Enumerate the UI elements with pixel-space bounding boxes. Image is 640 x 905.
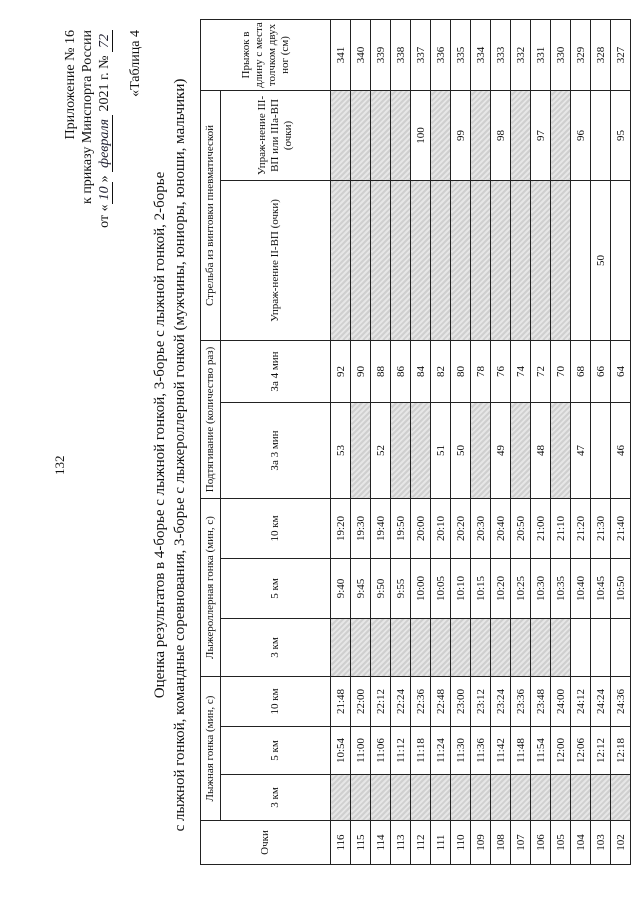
header-pull-3min: За 3 мин	[221, 402, 331, 498]
cell-r3	[531, 619, 551, 677]
cell-ski10: 22:12	[371, 677, 391, 727]
cell-p3	[351, 402, 371, 498]
cell-p3: 50	[451, 402, 471, 498]
cell-jump: 328	[591, 19, 611, 90]
cell-s3	[371, 90, 391, 180]
cell-r5: 10:50	[611, 559, 631, 619]
cell-p3: 46	[611, 402, 631, 498]
cell-jump: 338	[391, 19, 411, 90]
cell-ski3	[331, 775, 351, 821]
cell-p4: 74	[511, 340, 531, 402]
cell-r10: 20:50	[511, 498, 531, 558]
cell-r10: 21:20	[571, 498, 591, 558]
cell-points: 111	[431, 821, 451, 865]
cell-p4: 76	[491, 340, 511, 402]
cell-s3: 100	[411, 90, 431, 180]
cell-p3	[591, 402, 611, 498]
cell-r3	[391, 619, 411, 677]
cell-p4: 86	[391, 340, 411, 402]
cell-p4: 88	[371, 340, 391, 402]
cell-r10: 20:10	[431, 498, 451, 558]
cell-ski3	[571, 775, 591, 821]
header-points: Очки	[201, 821, 331, 865]
cell-points: 113	[391, 821, 411, 865]
results-table-body	[331, 19, 631, 864]
cell-ski3	[411, 775, 431, 821]
header-shoot-ii: Упраж-нение II-ВП (очки)	[221, 180, 331, 340]
cell-ski3	[451, 775, 471, 821]
cell-ski5: 11:36	[471, 727, 491, 775]
cell-r10: 19:20	[331, 498, 351, 558]
cell-s3	[471, 90, 491, 180]
cell-ski10: 24:00	[551, 677, 571, 727]
cell-p3: 52	[371, 402, 391, 498]
cell-r5: 10:40	[571, 559, 591, 619]
cell-p4: 84	[411, 340, 431, 402]
cell-s3	[591, 90, 611, 180]
cell-r5: 9:50	[371, 559, 391, 619]
cell-p4: 82	[431, 340, 451, 402]
cell-r5: 9:40	[331, 559, 351, 619]
cell-ski5: 11:24	[431, 727, 451, 775]
cell-jump: 339	[371, 19, 391, 90]
header-jump: Прыжок в длину с места толчком двух ног (см)	[201, 19, 331, 90]
cell-ski10: 21:48	[331, 677, 351, 727]
cell-r5: 10:05	[431, 559, 451, 619]
table-row	[471, 19, 491, 864]
cell-ski10: 24:36	[611, 677, 631, 727]
cell-s2	[351, 180, 371, 340]
appendix-number: Приложение № 16	[63, 30, 78, 140]
header-ski-race: Лыжная гонка (мин, с)	[201, 677, 221, 821]
cell-r10: 20:20	[451, 498, 471, 558]
table-label: «Таблица 4	[128, 30, 143, 97]
cell-p4: 80	[451, 340, 471, 402]
cell-r10: 20:40	[491, 498, 511, 558]
cell-s3	[331, 90, 351, 180]
cell-p3: 47	[571, 402, 591, 498]
cell-s3	[351, 90, 371, 180]
cell-p3	[391, 402, 411, 498]
cell-points: 109	[471, 821, 491, 865]
table-row	[371, 19, 391, 864]
cell-s3: 95	[611, 90, 631, 180]
cell-p3: 49	[491, 402, 511, 498]
cell-r3	[511, 619, 531, 677]
cell-p4: 90	[351, 340, 371, 402]
cell-ski10: 24:12	[571, 677, 591, 727]
cell-r5: 10:20	[491, 559, 511, 619]
cell-jump: 340	[351, 19, 371, 90]
header-ski-3km: 3 км	[221, 775, 331, 821]
cell-jump: 327	[611, 19, 631, 90]
cell-ski3	[431, 775, 451, 821]
cell-ski10: 23:12	[471, 677, 491, 727]
table-row	[571, 19, 591, 864]
cell-points: 116	[331, 821, 351, 865]
cell-r5: 10:45	[591, 559, 611, 619]
cell-jump: 341	[331, 19, 351, 90]
cell-jump: 334	[471, 19, 491, 90]
table-title-line1: Оценка результатов в 4-борье с лыжной гонкой, 3-борье с лыжной гонкой, 2-борье	[152, 171, 168, 699]
cell-s3: 96	[571, 90, 591, 180]
cell-r10: 21:10	[551, 498, 571, 558]
appendix-header	[62, 30, 113, 290]
table-row	[431, 19, 451, 864]
order-day: 10	[97, 182, 113, 204]
header-shooting: Стрельба из винтовки пневматической	[201, 90, 221, 340]
table-row	[531, 19, 551, 864]
cell-ski3	[611, 775, 631, 821]
cell-ski5: 11:42	[491, 727, 511, 775]
cell-ski10: 22:00	[351, 677, 371, 727]
cell-ski5: 12:06	[571, 727, 591, 775]
cell-ski5: 11:48	[511, 727, 531, 775]
header-roller-3km: 3 км	[221, 619, 331, 677]
cell-points: 112	[411, 821, 431, 865]
cell-ski5: 12:18	[611, 727, 631, 775]
cell-r3	[431, 619, 451, 677]
cell-r3	[491, 619, 511, 677]
table-row	[331, 19, 351, 864]
header-roller-race: Лыжероллерная гонка (мин, с)	[201, 498, 221, 676]
cell-r3	[471, 619, 491, 677]
cell-r10: 21:30	[591, 498, 611, 558]
cell-ski5: 11:06	[371, 727, 391, 775]
cell-r3	[371, 619, 391, 677]
cell-ski10: 23:24	[491, 677, 511, 727]
cell-ski10: 23:00	[451, 677, 471, 727]
cell-ski3	[471, 775, 491, 821]
cell-ski5: 10:54	[331, 727, 351, 775]
cell-s2	[511, 180, 531, 340]
cell-ski3	[391, 775, 411, 821]
cell-p4: 70	[551, 340, 571, 402]
header-roller-10km: 10 км	[221, 498, 331, 558]
cell-s2	[611, 180, 631, 340]
cell-ski10: 23:48	[531, 677, 551, 727]
cell-ski10: 23:36	[511, 677, 531, 727]
cell-r5: 10:35	[551, 559, 571, 619]
cell-points: 115	[351, 821, 371, 865]
table-row	[411, 19, 431, 864]
cell-s2	[551, 180, 571, 340]
cell-p4: 68	[571, 340, 591, 402]
cell-points: 104	[571, 821, 591, 865]
cell-s3	[511, 90, 531, 180]
cell-ski5: 12:00	[551, 727, 571, 775]
cell-jump: 331	[531, 19, 551, 90]
cell-ski5: 11:18	[411, 727, 431, 775]
cell-r10: 21:40	[611, 498, 631, 558]
cell-ski5: 11:00	[351, 727, 371, 775]
cell-s2	[391, 180, 411, 340]
cell-ski5: 11:12	[391, 727, 411, 775]
cell-s3: 98	[491, 90, 511, 180]
cell-p3: 48	[531, 402, 551, 498]
cell-jump: 335	[451, 19, 471, 90]
cell-p3: 51	[431, 402, 451, 498]
cell-r5: 9:55	[391, 559, 411, 619]
table-title-line2: с лыжной гонкой, командные соревнования, 3-борье с лыжероллерной гонкой (мужчины, юниоры, юноши, мальчики)	[172, 78, 188, 832]
cell-r10: 19:30	[351, 498, 371, 558]
cell-r3	[451, 619, 471, 677]
cell-jump: 332	[511, 19, 531, 90]
cell-ski3	[531, 775, 551, 821]
header-shoot-iii: Упраж-нение III-ВП или IIIа-ВП (очки)	[221, 90, 331, 180]
cell-points: 102	[611, 821, 631, 865]
cell-r3	[411, 619, 431, 677]
header-roller-5km: 5 км	[221, 559, 331, 619]
cell-ski10: 22:36	[411, 677, 431, 727]
cell-r5: 9:45	[351, 559, 371, 619]
cell-p4: 72	[531, 340, 551, 402]
cell-s3	[551, 90, 571, 180]
appendix-order-ref: к приказу Минспорта России	[80, 30, 95, 204]
order-month: февраля	[97, 115, 113, 172]
cell-ski5: 12:12	[591, 727, 611, 775]
date-prefix: от «	[97, 204, 112, 228]
cell-s2	[371, 180, 391, 340]
table-row	[491, 19, 511, 864]
cell-p3	[471, 402, 491, 498]
cell-ski3	[491, 775, 511, 821]
cell-ski3	[591, 775, 611, 821]
cell-r5: 10:15	[471, 559, 491, 619]
cell-s3: 99	[451, 90, 471, 180]
cell-jump: 336	[431, 19, 451, 90]
header-pull-4min: За 4 мин	[221, 340, 331, 402]
cell-points: 103	[591, 821, 611, 865]
cell-r10: 19:40	[371, 498, 391, 558]
results-table	[200, 19, 631, 865]
table-row	[451, 19, 471, 864]
cell-p4: 92	[331, 340, 351, 402]
cell-s3	[431, 90, 451, 180]
cell-r10: 20:30	[471, 498, 491, 558]
cell-ski10: 22:48	[431, 677, 451, 727]
cell-ski3	[351, 775, 371, 821]
cell-s2	[571, 180, 591, 340]
header-ski-10km: 10 км	[221, 677, 331, 727]
cell-jump: 329	[571, 19, 591, 90]
order-number: 72	[97, 30, 113, 52]
cell-s2: 50	[591, 180, 611, 340]
cell-s3: 97	[531, 90, 551, 180]
table-row	[611, 19, 631, 864]
cell-ski3	[551, 775, 571, 821]
header-ski-5km: 5 км	[221, 727, 331, 775]
cell-p3	[511, 402, 531, 498]
cell-r5: 10:00	[411, 559, 431, 619]
cell-p4: 66	[591, 340, 611, 402]
page-number: 132	[52, 455, 67, 475]
header-pullups: Подтягивание (количество раз)	[201, 340, 221, 498]
cell-s2	[451, 180, 471, 340]
cell-ski3	[371, 775, 391, 821]
table-row	[551, 19, 571, 864]
cell-p4: 64	[611, 340, 631, 402]
date-mid: »	[97, 171, 112, 183]
cell-points: 114	[371, 821, 391, 865]
table-row	[391, 19, 411, 864]
order-date	[96, 30, 113, 290]
cell-jump: 337	[411, 19, 431, 90]
cell-s2	[431, 180, 451, 340]
cell-points: 107	[511, 821, 531, 865]
cell-s2	[491, 180, 511, 340]
cell-r10: 19:50	[391, 498, 411, 558]
cell-p4: 78	[471, 340, 491, 402]
table-row	[511, 19, 531, 864]
cell-ski5: 11:30	[451, 727, 471, 775]
cell-points: 105	[551, 821, 571, 865]
cell-s2	[471, 180, 491, 340]
cell-s3	[391, 90, 411, 180]
cell-ski10: 22:24	[391, 677, 411, 727]
cell-s2	[331, 180, 351, 340]
table-row	[351, 19, 371, 864]
cell-points: 108	[491, 821, 511, 865]
cell-r3	[331, 619, 351, 677]
cell-r5: 10:25	[511, 559, 531, 619]
cell-jump: 330	[551, 19, 571, 90]
cell-ski10: 24:24	[591, 677, 611, 727]
cell-r5: 10:10	[451, 559, 471, 619]
cell-ski3	[511, 775, 531, 821]
cell-p3	[551, 402, 571, 498]
cell-points: 110	[451, 821, 471, 865]
cell-r3	[611, 619, 631, 677]
cell-r3	[551, 619, 571, 677]
cell-points: 106	[531, 821, 551, 865]
cell-r10: 20:00	[411, 498, 431, 558]
cell-r5: 10:30	[531, 559, 551, 619]
date-suffix: 2021 г. №	[97, 52, 112, 116]
cell-r10: 21:00	[531, 498, 551, 558]
cell-p3	[411, 402, 431, 498]
cell-p3: 53	[331, 402, 351, 498]
cell-r3	[351, 619, 371, 677]
cell-r3	[591, 619, 611, 677]
cell-jump: 333	[491, 19, 511, 90]
cell-s2	[531, 180, 551, 340]
cell-r3	[571, 619, 591, 677]
cell-s2	[411, 180, 431, 340]
table-row	[591, 19, 611, 864]
cell-ski5: 11:54	[531, 727, 551, 775]
